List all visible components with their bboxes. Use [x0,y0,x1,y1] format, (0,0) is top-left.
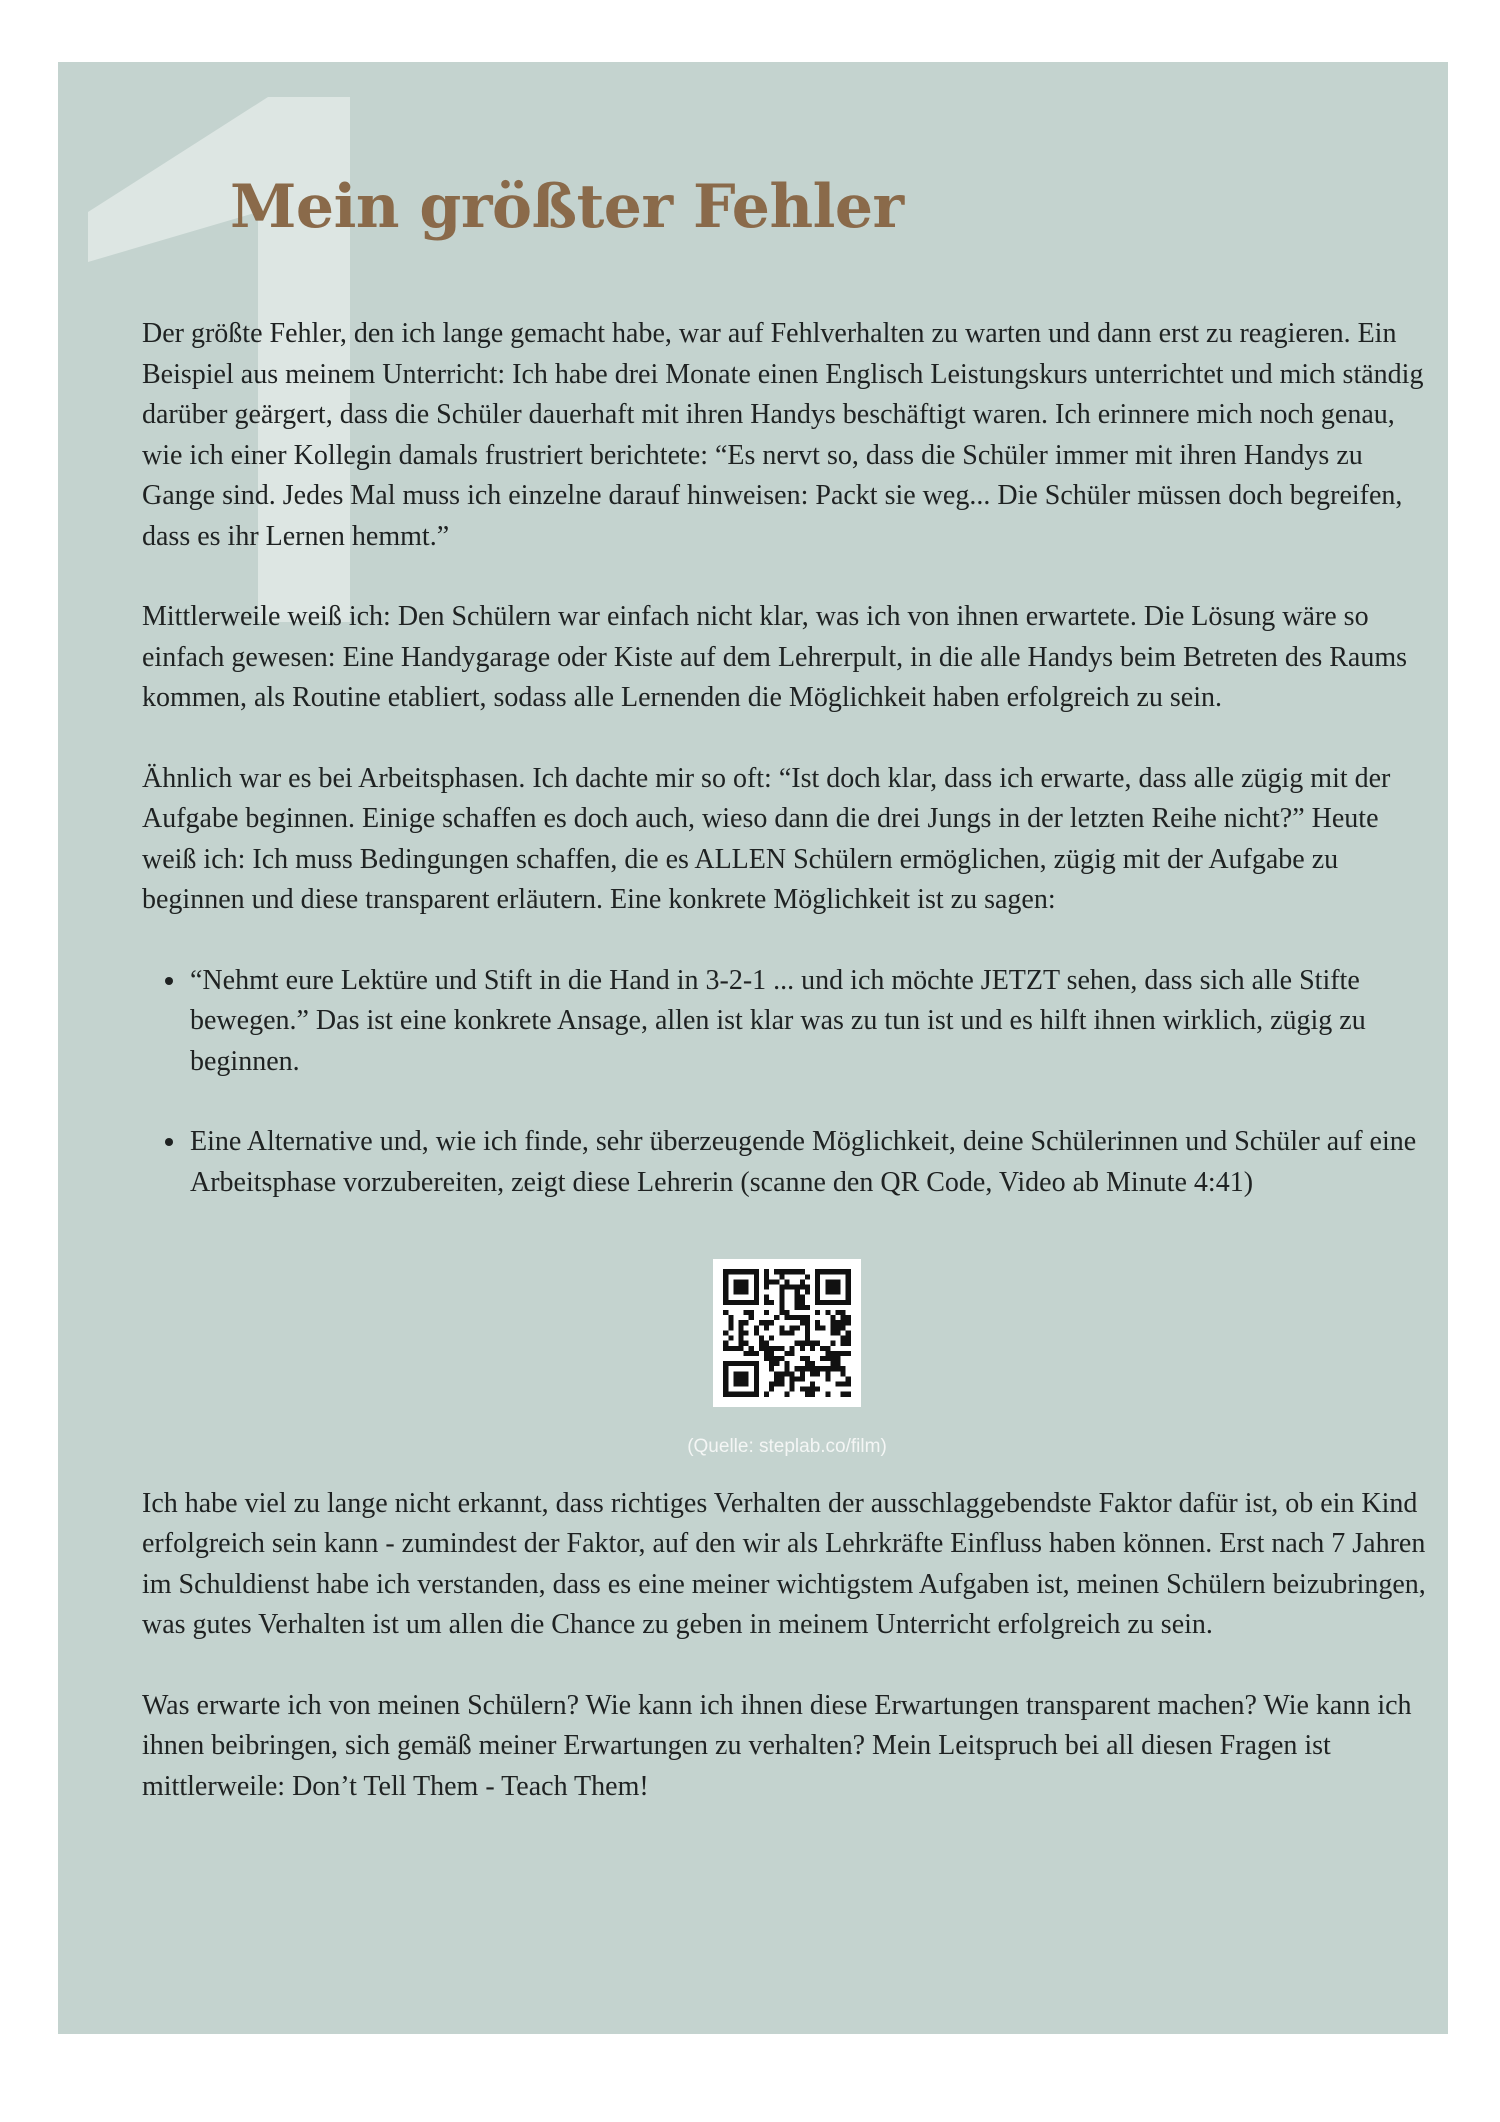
paragraph-reflection: Ich habe viel zu lange nicht erkannt, dass richtiges Verhalten der ausschlaggebendste Faktor dafür ist, ob ein Kind erfolgreich sein kann - zumindest der Faktor, auf den wir als Lehrkräfte Einfluss haben können. Erst nach 7 Jahren im Schuldienst habe ich verstanden, dass es eine meiner wichtigstem Aufgaben ist, meinen Schülern beizubringen, was gutes Verhalten ist um allen die Chance zu geben in meinem Unterricht erfolgreich zu sein. [142,1487,1426,1640]
content-panel [58,62,1448,2034]
page-title: Mein größter Fehler [230,172,904,242]
qr-code-image[interactable] [713,1259,861,1407]
paragraph-conclusion: Was erwarte ich von meinen Schülern? Wie kann ich ihnen diese Erwartungen transparent machen? Wie kann ich ihnen beibringen, sich gemäß meiner Erwartungen zu verhalten? Mein Leitspruch bei all diesen Fragen ist mittlerweile: Don’t Tell Them - Teach Them! [142,1689,1412,1802]
paragraph-intro: Der größte Fehler, den ich lange gemacht habe, war auf Fehlverhalten zu warten und dann erst zu reagieren. Ein Beispiel aus meinem Unterricht: Ich habe drei Monate einen Englisch Leistungskurs unterrichtet und mich ständig darüber geärgert, dass die Schüler dauerhaft mit ihren Handys beschäftigt waren. Ich erinnere mich noch genau, wie ich einer Kollegin damals frustriert berichtete: “Es nervt so, dass die Schüler immer mit ihren Handys zu Gange sind. Jedes Mal muss ich einzelne darauf hinweisen: Packt sie weg... Die Schüler müssen doch begreifen, dass es ihr Lernen hemmt.” [142,318,1424,552]
paragraph-work-phases: Ähnlich war es bei Arbeitsphasen. Ich dachte mir so oft: “Ist doch klar, dass ich erwarte, dass alle zügig mit der Aufgabe beginnen. Einige schaffen es doch auch, wieso dann die drei Jungs in der letzten Reihe nicht?” Heute weiß ich: Ich muss Bedingungen schaffen, die es ALLEN Schülern ermöglichen, zügig mit der Aufgabe zu beginnen und diese transparent erläutern. Eine konkrete Möglichkeit ist zu sagen: [142,762,1391,915]
paragraph-solution: Mittlerweile weiß ich: Den Schülern war einfach nicht klar, was ich von ihnen erwartete. Die Lösung wäre so einfach gewesen: Eine Handygarage oder Kiste auf dem Lehrerpult, in die alle Handys beim Betreten des Raums kommen, als Routine etabliert, sodass alle Lernenden die Möglichkeit haben erfolgreich zu sein. [142,601,1407,713]
bullet-list [142,961,1432,1204]
qr-caption: (Quelle: steplab.co/film) [687,1435,887,1457]
article-body [142,314,1432,1847]
bullet-item-video: • Eine Alternative und, wie ich finde, sehr überzeugende Möglichkeit, deine Schülerinnen und Schüler auf eine Arbeitsphase vorzubereiten, zeigt diese Lehrerin (scanne den QR Code, Video ab Minute 4:41) [188,1122,1432,1203]
qr-block [142,1259,1432,1458]
bullet-item-countdown: • “Nehmt eure Lektüre und Stift in die Hand in 3-2-1 ... und ich möchte JETZT sehen, dass sich alle Stifte bewegen.” Das ist eine konkrete Ansage, allen ist klar was zu tun ist und es hilft ihnen wirklich, zügig zu beginnen. [188,961,1432,1083]
